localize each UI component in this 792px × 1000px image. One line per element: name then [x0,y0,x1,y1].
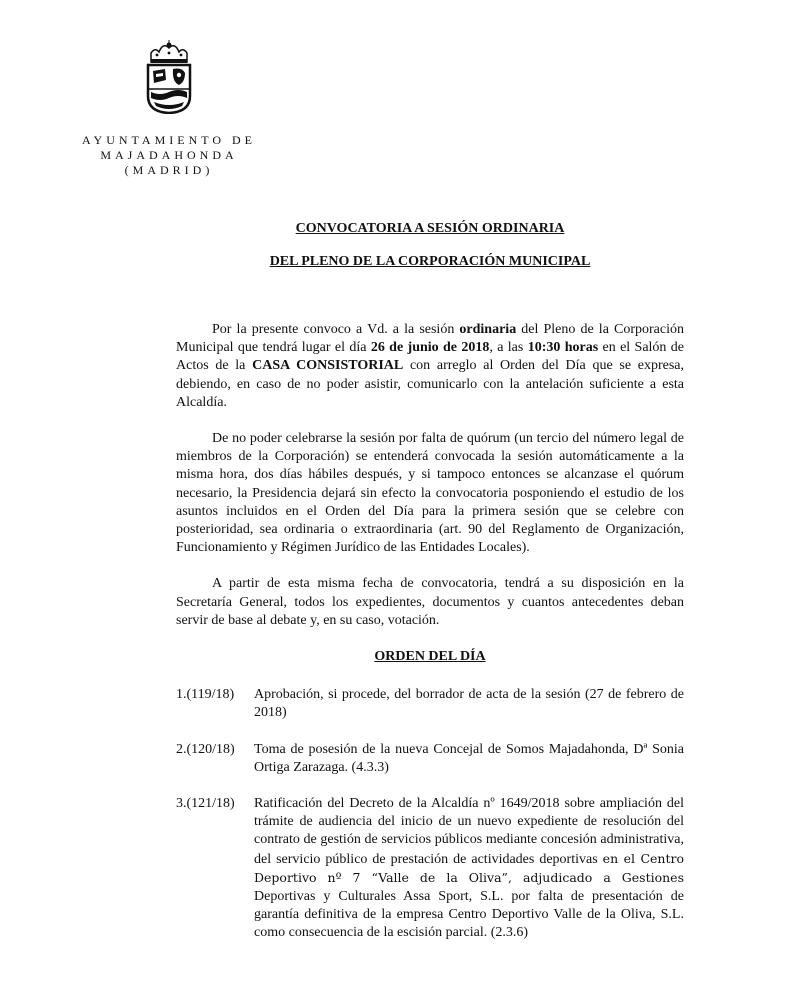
agenda-item-number: 1.(119/18) [176,687,235,703]
document-subtitle: DEL PLENO DE LA CORPORACIÓN MUNICIPAL [269,254,591,269]
session-type: ordinaria [459,322,517,337]
paragraph-documents: A partir de esta misma fecha de convocatoria, tendrá a su disposición en la Secretaría General, todos los expedientes, documentos y cuantos antecedentes deban servir de base al debate y, en su caso, votación. [176,576,684,628]
agenda-item [176,795,684,943]
session-date: 26 de junio de 2018 [370,340,490,356]
agenda-item-text-part: en el Centro Deportivo nº 7 “Valle de la Oliva”, adjudicado a Gestiones [254,850,684,885]
agenda-item-number: 3.(121/18) [176,796,235,812]
paragraph-text: , a las [489,340,528,356]
org-line-3: (MADRID) [124,163,214,177]
agenda-item-text-part: Deportivas y Culturales Assa Sport, S.L. por falta de presentación de garantía definitiva de la empresa Centro Deportivo Valle de la Oliva, S.L. como consecuencia de la escisión parcial. (2.3.6) [254,889,684,941]
document-body [176,321,684,961]
agenda-item [176,686,684,722]
coat-of-arms-logo [144,40,194,114]
agenda-item-text-part: Ratificación del Decreto de la Alcaldía nº 1649/2018 sobre ampliación del trámite de audiencia del inicio de un nuevo expediente de resolución del contrato de gestión de servicios públicos mediante concesión administrativa, del servicio público de prestación de actividades deportivas [254,796,684,867]
agenda-title: ORDEN DEL DÍA [374,649,486,665]
document-title: CONVOCATORIA A SESIÓN ORDINARIA [295,221,565,236]
paragraph-text: del Pleno de la Corporación Municipal que tendrá lugar el día [176,322,684,356]
agenda-item-number: 2.(120/18) [176,741,235,757]
organization-name [60,133,278,178]
paragraph-text: en el Salón de Actos de la [176,340,685,374]
agenda-item-text: Toma de posesión de la nueva Concejal de Somos Majadahonda, Dª Sonia Ortiga Zarazaga. (4.3.3) [254,741,684,775]
session-location: CASA CONSISTORIAL [252,358,404,374]
paragraph-quorum: De no poder celebrarse la sesión por falta de quórum (un tercio del número legal de miembros de la Corporación) se entenderá convocada la sesión automáticamente a la misma hora, dos días hábiles después, y si tampoco entonces se alcanzase el quórum necesario, la Presidencia dejará sin efecto la convocatoria posponiendo el estudio de los asuntos incluidos en el Orden del Día para la primera sesión que se celebre con posterioridad, sea ordinaria o extraordinaria (art. 90 del Reglamento de Organización, Funcionamiento y Régimen Jurídico de las Entidades Locales). [176,431,684,556]
org-line-1: AYUNTAMIENTO DE [81,133,257,147]
paragraph-text: con arreglo al Orden del Día que se expresa, debiendo, en caso de no poder asistir, comunicarlo con la antelación suficiente a esta Alcaldía. [176,358,684,410]
agenda-item [176,741,684,777]
agenda-item-text: Aprobación, si procede, del borrador de acta de la sesión (27 de febrero de 2018) [254,687,684,721]
agenda-item-text [254,795,684,943]
session-time: 10:30 horas [527,340,599,356]
paragraph-convocation [176,321,684,412]
paragraph-text: Por la presente convoco a Vd. a la sesión [212,322,460,337]
org-line-2: MAJADAHONDA [100,148,238,162]
